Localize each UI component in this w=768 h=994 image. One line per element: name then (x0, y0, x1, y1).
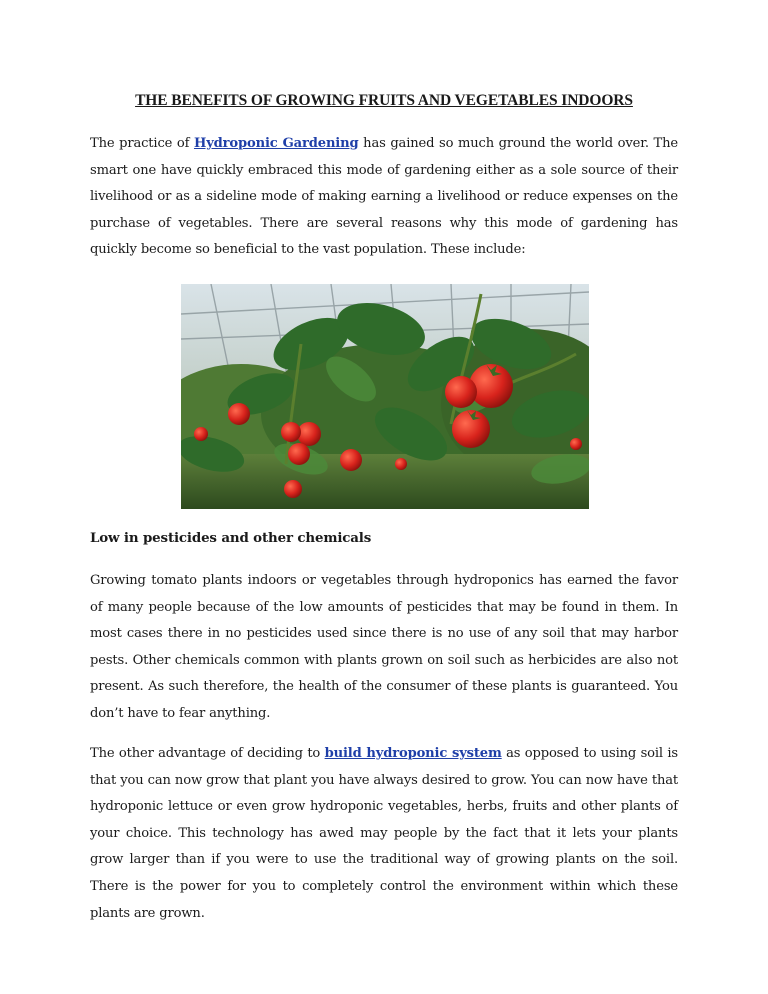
pesticides-paragraph: Growing tomato plants indoors or vegetables through hydroponics has earned the favor of many people because of the low amounts of pesticides that may be found in them. In most cases there in no pesticides used since there is no use of any soil that may harbor pests. Other chemicals common with plants grown on soil such as herbicides are also not present. As such therefore, the health of the consumer of these plants is guaranteed. You don’t have to fear anything. (90, 573, 678, 721)
advantage-text-end: as opposed to using soil is that you can now grow that plant you have always desired to grow. You can now have that hydroponic lettuce or even grow hydroponic vegetables, herbs, fruits and other plants of your choice. This technology has awed may people by the fact that it lets your plants grow larger than if you were to use the traditional way of growing plants on the soil. There is the power for you to completely control the environment within which these plants are grown. (90, 746, 678, 921)
build-hydroponic-system-link[interactable]: build hydroponic system (324, 746, 502, 761)
intro-text-end: has gained so much ground the world over. The smart one have quickly embraced this mode of gardening either as a sole source of their livelihood or as a sideline mode of making earning a livelihood or reduce expenses on the purchase of vegetables. There are several reasons why this mode of gardening has quickly become so beneficial to the vast population. These include: (90, 136, 678, 258)
tomato-greenhouse-photo (181, 284, 589, 509)
advantage-paragraph (90, 741, 678, 927)
hydroponic-gardening-link[interactable]: Hydroponic Gardening (193, 136, 359, 151)
section-heading: Low in pesticides and other chemicals (90, 530, 372, 546)
advantage-text-start: The other advantage of deciding to (90, 746, 325, 761)
intro-text-start: The practice of (90, 136, 194, 151)
page-title: THE BENEFITS OF GROWING FRUITS AND VEGETABLES INDOORS (135, 92, 633, 109)
intro-paragraph (90, 131, 678, 264)
